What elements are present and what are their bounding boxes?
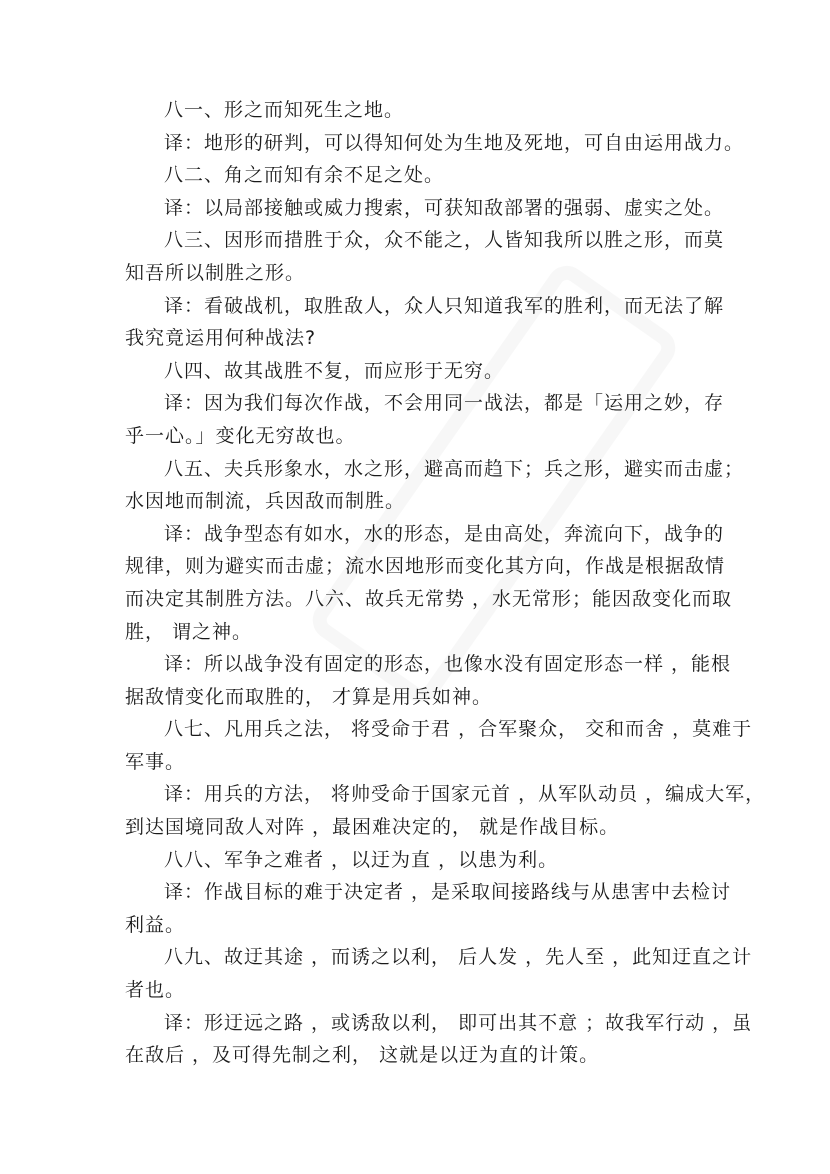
text-line: 知吾所以制胜之形。 [125,261,306,284]
text-line: 译：战争型态有如水，水的形态，是由高处，奔流向下，战争的 [164,522,725,545]
paragraph [125,1007,753,1072]
text-line: 军事。 [125,750,186,773]
text-line: 译：用兵的方法， 将帅受命于国家元首 ，从军队动员 ，编成大军， [164,783,766,806]
paragraph [125,648,732,713]
paragraph [125,290,725,355]
text-line: 译：作战目标的难于决定者 ，是采取间接路线与从患害中去检讨 [164,881,732,904]
text-line: 规律，则为避实而击虚；流水因地形而变化其方向，作战是根据敌情 [125,555,726,578]
text-line: 在敌后 ，及可得先制之利， 这就是以迂为直的计策。 [125,1044,600,1067]
text-line: 者也。 [125,979,186,1002]
text-line: 八四、故其战胜不复，而应形于无穷。 [164,359,505,382]
paragraph [125,876,732,941]
text-line: 八一、形之而知死生之地。 [164,99,405,121]
paragraph [125,94,725,127]
text-line: 而决定其制胜方法。八六、故兵无常势 ，水无常形；能因敌变化而取 [125,587,733,610]
text-line: 到达国境同敌人对阵 ，最困难决定的， 就是作战目标。 [125,816,620,839]
paragraph [125,518,733,648]
text-line: 据敌情变化而取胜的， 才算是用兵如神。 [125,685,493,708]
text-line: 译：所以战争没有固定的形态，也像水没有固定形态一样 ，能根 [164,653,732,676]
paragraph [125,159,725,192]
text-line: 译：看破战机，取胜敌人，众人只知道我军的胜利，而无法了解 [164,294,725,317]
text-line: 译：形迂远之路 ，或诱敌以利， 即可出其不意 ；故我军行动 ，虽 [164,1011,753,1034]
text-line: 八三、因形而措胜于众，众不能之，人皆知我所以胜之形，而莫 [164,229,725,252]
paragraph [125,387,725,452]
text-line: 我究竟运用何种战法? [125,327,317,350]
text-line: 胜， 谓之神。 [125,620,253,643]
paragraph [125,713,753,778]
paragraph [125,224,725,289]
text-line: 八二、角之而知有余不足之处。 [164,164,445,187]
text-line: 译：以局部接触或威力搜索，可获知敌部署的强弱、虚实之处。 [164,196,725,219]
text-line: 乎一心。」变化无穷故也。 [125,424,356,447]
text-line: 八九、故迂其途 ，而诱之以利， 后人发 ，先人至 ，此知迂直之计 [164,946,753,969]
paragraph [125,453,745,518]
text-line: 译：因为我们每次作战，不会用同一战法，都是「运用之妙，存 [164,392,725,415]
text-line: 八七、凡用兵之法， 将受命于君 ，合军聚众， 交和而舍 ，莫难于 [164,718,753,741]
text-line: 八五、夫兵形象水，水之形，避高而趋下；兵之形，避实而击虚； [164,457,745,480]
paragraph [125,778,766,843]
paragraph [125,127,745,160]
document-body [125,94,766,1072]
paragraph [125,355,725,388]
paragraph [125,941,753,1006]
text-line: 八八、军争之难者 ，以迂为直 ，以患为利。 [164,848,559,871]
text-line: 利益。 [125,913,186,936]
paragraph [125,844,725,877]
paragraph [125,192,725,225]
text-line: 译：地形的研判，可以得知何处为生地及死地，可自由运用战力。 [164,131,745,154]
text-line: 水因地而制流，兵因敌而制胜。 [125,490,406,513]
